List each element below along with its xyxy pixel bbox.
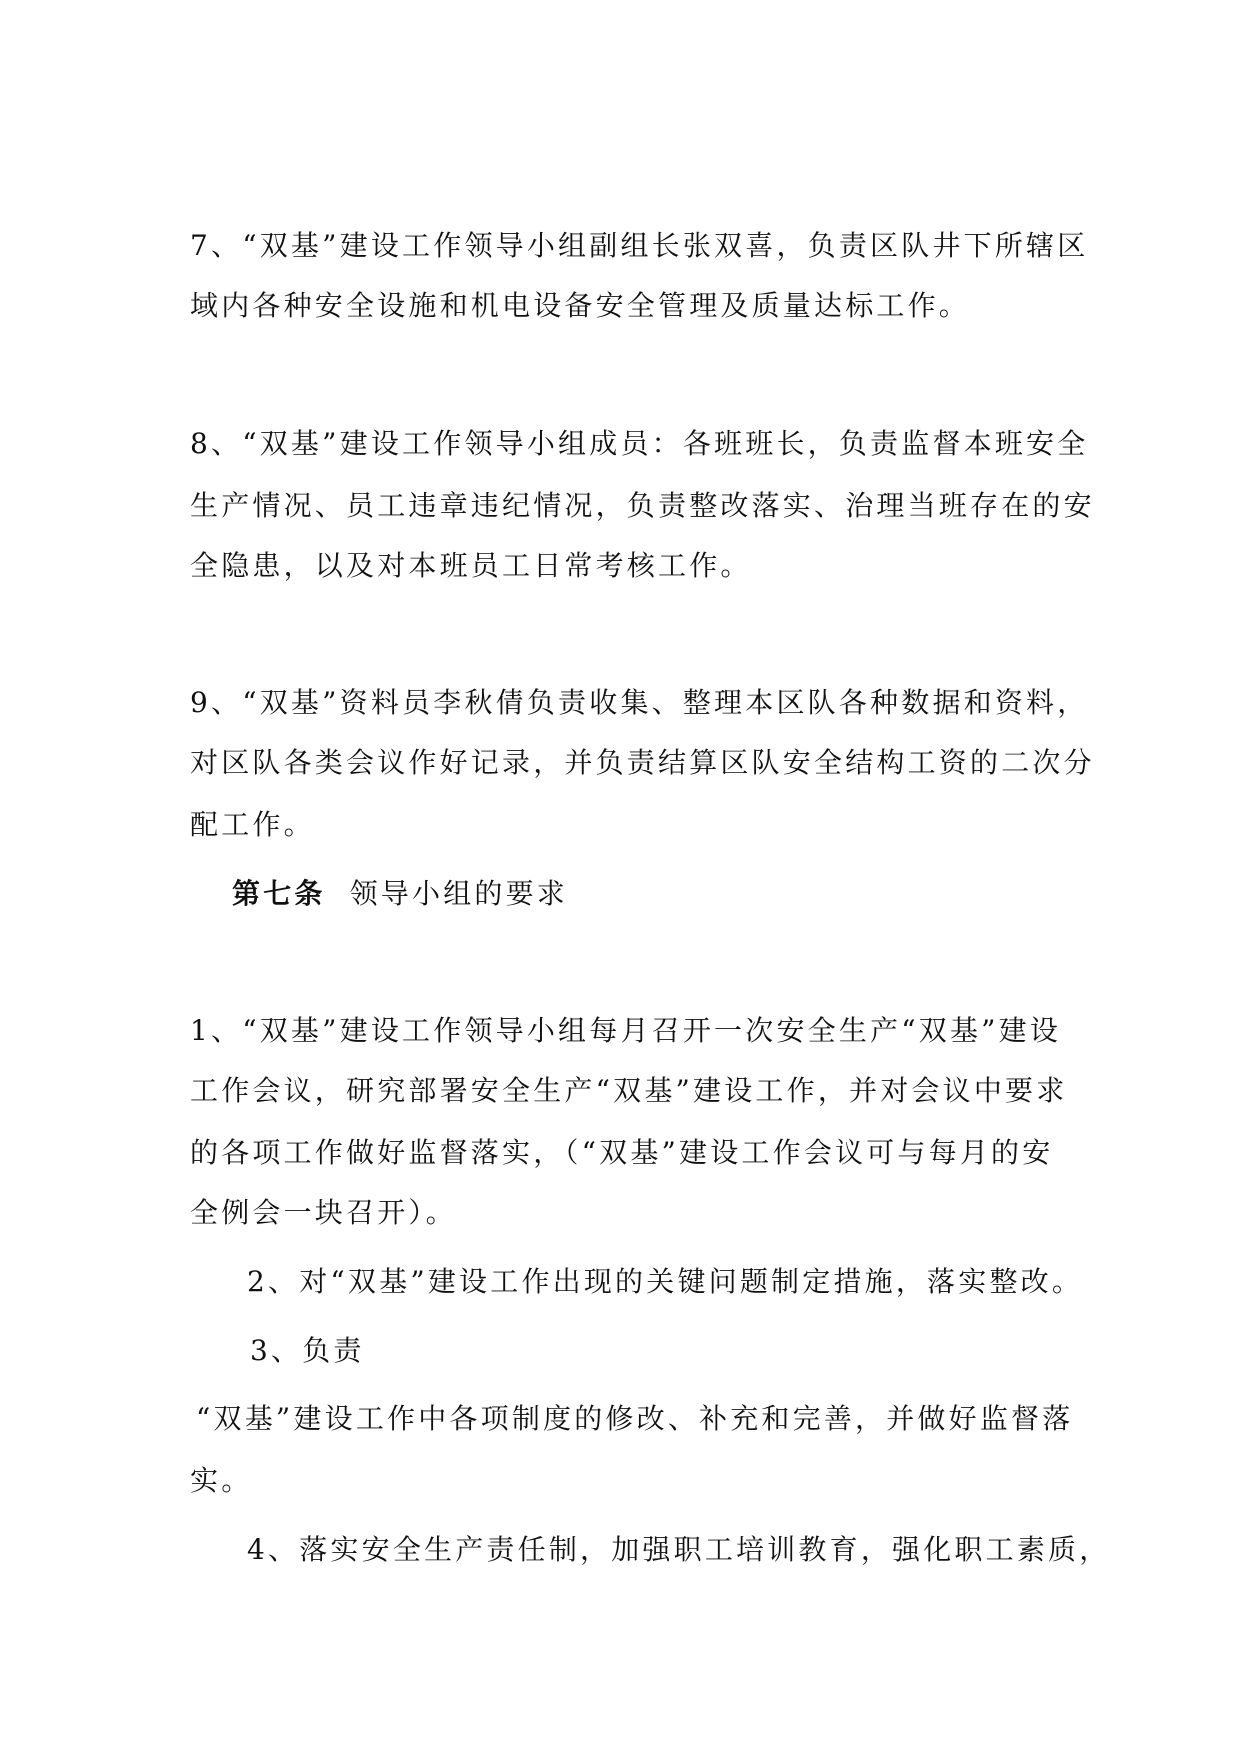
paragraph-8-line-2: 生产情况、员工违章违纪情况，负责整改落实、治理当班存在的安 [190, 489, 1095, 522]
requirement-4-line-1: 4、落实安全生产责任制，加强职工培训教育，强化职工素质， [247, 1533, 1111, 1566]
requirement-3-line-2: “双基”建设工作中各项制度的修改、补充和完善，并做好监督落 [196, 1402, 1074, 1435]
requirement-3-line-1: 3、负责 [250, 1334, 365, 1367]
article-7-heading [232, 874, 568, 914]
paragraph-8-line-1: 8、“双基”建设工作领导小组成员：各班班长，负责监督本班安全 [190, 427, 1089, 460]
paragraph-7-line-2: 域内各种安全设施和机电设备安全管理及质量达标工作。 [190, 289, 971, 322]
requirement-1-line-4: 全例会一块召开）。 [190, 1196, 457, 1229]
paragraph-9-line-3: 配工作。 [190, 808, 315, 841]
paragraph-9-line-1: 9、“双基”资料员李秋倩负责收集、整理本区队各种数据和资料， [190, 686, 1089, 719]
paragraph-7-line-1: 7、“双基”建设工作领导小组副组长张双喜，负责区队井下所辖区 [190, 229, 1089, 262]
article-7-label: 第七条 [232, 877, 326, 910]
requirement-1-line-3: 的各项工作做好监督落实，（“双基”建设工作会议可与每月的安 [190, 1136, 1054, 1169]
requirement-2-line-1: 2、对“双基”建设工作出现的关键问题制定措施，落实整改。 [247, 1265, 1084, 1298]
paragraph-8-line-3: 全隐患，以及对本班员工日常考核工作。 [190, 549, 752, 582]
article-7-title: 领导小组的要求 [349, 877, 569, 910]
requirement-3-line-3: 实。 [190, 1464, 253, 1497]
paragraph-9-line-2: 对区队各类会议作好记录，并负责结算区队安全结构工资的二次分 [190, 746, 1095, 779]
requirement-1-line-1: 1、“双基”建设工作领导小组每月召开一次安全生产“双基”建设 [190, 1014, 1062, 1047]
requirement-1-line-2: 工作会议，研究部署安全生产“双基”建设工作，并对会议中要求 [190, 1074, 1068, 1107]
